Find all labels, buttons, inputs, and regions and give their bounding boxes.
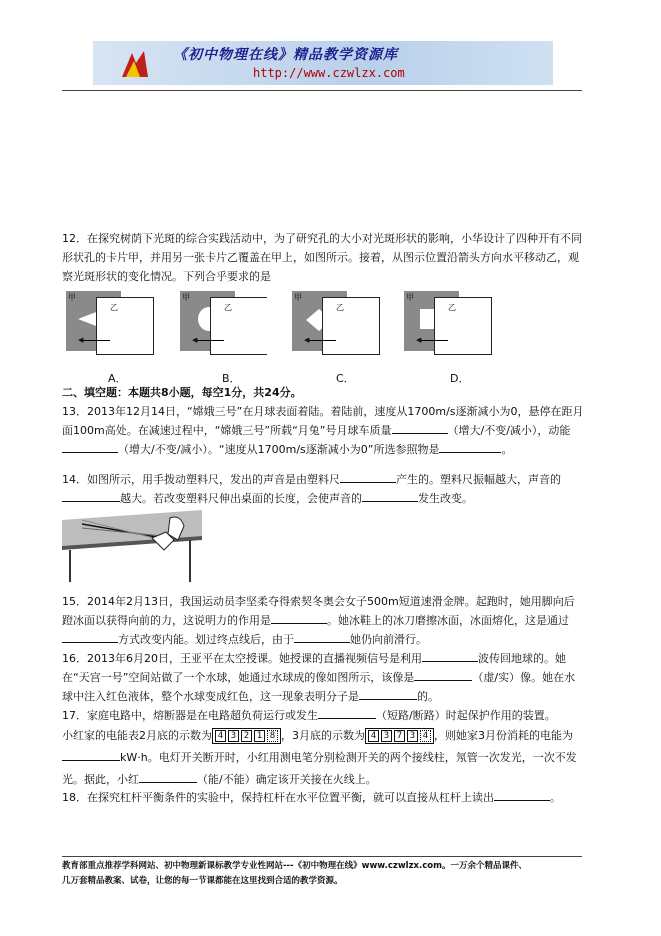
question-17-cont: 小红家的电能表2月底的示数为 4 3 2 1 8 ，3月底的示数为 4 3 7 3 4 ，则她家3月份消耗的电能为kW·h。电灯开关断开时，小红用测电笔分别检测开关的两个接线柱，氖管一次发光，一次不发光。据此，小红 （能/不能）确定该开关接在火线上。	[62, 729, 577, 786]
option-a: A．	[108, 372, 127, 385]
header-divider	[62, 90, 582, 91]
question-16: 16．2013年6月20日，王亚平在太空授课。她授课的直播视频信号是利用 波传回地球的。她在“天宫一号”空间站做了一个水球，她通过水球成的像如图所示，该像是 （虚/实）像。她在水球中注入红色液体，整个水球变成红色，这一现象表明分子是 的。	[62, 649, 584, 706]
arrow-left-icon: ◀	[192, 336, 198, 344]
jia-label: 甲	[68, 293, 76, 302]
section-2-title: 二、填空题：本题共8小题，每空1分，共24分。	[62, 386, 302, 399]
footer-line-2: 几万套精品教案、试卷，让您的每一节课都能在这里找到合适的教学资源。	[62, 876, 343, 886]
q16-blank-1[interactable]	[422, 649, 478, 662]
option-d: D．	[450, 372, 470, 385]
q14-blank-2[interactable]	[62, 489, 120, 502]
question-14: 14．如图所示，用手拨动塑料尺，发出的声音是由塑料尺 产生的。塑料尺振幅越大，声音的越大。若改变塑料尺伸出桌面的长度，会使声音的 发生改变。	[62, 470, 584, 508]
q16-blank-3[interactable]	[359, 687, 417, 700]
q15-blank-3[interactable]	[294, 630, 350, 643]
arrow-left-icon: ◀	[304, 336, 310, 344]
q16-blank-2[interactable]	[414, 668, 472, 681]
figure-d	[404, 291, 499, 359]
arrow-left-icon: ◀	[78, 336, 84, 344]
question-17: 17．家庭电路中，熔断器是在电路超负荷运行或发生 （短路/断路）时起保护作用的装置。	[62, 706, 584, 725]
option-b: B．	[222, 372, 241, 385]
question-15: 15．2014年2月13日，我国运动员李坚柔夺得索契冬奥会女子500m短道速滑金牌。起跑时，她用脚向后蹬冰面以获得向前的力，这说明力的作用是 。她冰鞋上的冰刀磨擦冰面，冰面熔化，这是通过方式改变内能。划过终点线后，由于 她仍向前滑行。	[62, 595, 575, 646]
meter-february: 4 3 2 1 8	[212, 728, 281, 744]
q17-blank-3[interactable]	[139, 770, 197, 783]
q14-blank-1[interactable]	[340, 470, 396, 483]
figure-c	[292, 291, 387, 359]
yi-label: 乙	[448, 303, 456, 312]
q12-text: 12．在探究树荫下光斑的综合实践活动中，为了研究孔的大小对光斑形状的影响，小华设计了四种开有不同形状孔的卡片甲，并用另一张卡片乙覆盖在甲上，如图所示。接着，从图示位置沿箭头方向水平移动乙，观察光斑形状的变化情况。下列合乎要求的是	[62, 232, 582, 283]
q13-blank-3[interactable]	[439, 440, 501, 453]
question-12	[62, 229, 584, 286]
jia-label: 甲	[294, 293, 302, 302]
option-c: C．	[336, 372, 355, 385]
question-18: 18．在探究杠杆平衡条件的实验中，保持杠杆在水平位置平衡，就可以直接从杠杆上读出 。	[62, 788, 584, 807]
q17-blank-1[interactable]	[318, 706, 376, 719]
yi-label: 乙	[224, 303, 232, 312]
footer-divider	[62, 856, 582, 857]
banner-url[interactable]: http://www.czwlzx.com	[253, 66, 405, 80]
arrow-left-icon: ◀	[416, 336, 422, 344]
meter-march: 4 3 7 3 4	[365, 728, 434, 744]
footer	[62, 859, 587, 889]
q13-blank-2[interactable]	[62, 440, 118, 453]
header-banner	[93, 41, 553, 85]
q15-blank-2[interactable]	[62, 630, 118, 643]
yi-label: 乙	[110, 303, 118, 312]
q15-blank-1[interactable]	[271, 611, 327, 624]
banner-title: 《初中物理在线》精品教学资源库	[173, 47, 398, 63]
question-13: 13．2013年12月14日，“嫦娥三号”在月球表面着陆。着陆前，速度从1700m/s逐渐减小为0，悬停在距月面100m高处。在减速过程中，“嫦娥三号”所载“月兔”号月球车质量 （增大/不变/减小），动能（增大/不变/减小）。“速度从1700m/s逐渐减小为0”所选参照物是 。	[62, 405, 584, 456]
site-logo-icon	[118, 47, 152, 81]
q13-blank-1[interactable]	[392, 421, 448, 434]
yi-label: 乙	[336, 303, 344, 312]
q18-blank-1[interactable]	[494, 788, 550, 801]
plastic-ruler-figure	[62, 510, 202, 582]
jia-label: 甲	[182, 293, 190, 302]
q14-blank-3[interactable]	[362, 489, 418, 502]
figure-b	[180, 291, 275, 359]
q17-blank-2[interactable]	[62, 748, 120, 761]
figure-a	[66, 291, 161, 359]
footer-line-1: 教育部重点推荐学科网站、初中物理新课标教学专业性网站---《初中物理在线》www.czwlzx.com。一万余个精品课件、	[62, 861, 527, 871]
jia-label: 甲	[406, 293, 414, 302]
